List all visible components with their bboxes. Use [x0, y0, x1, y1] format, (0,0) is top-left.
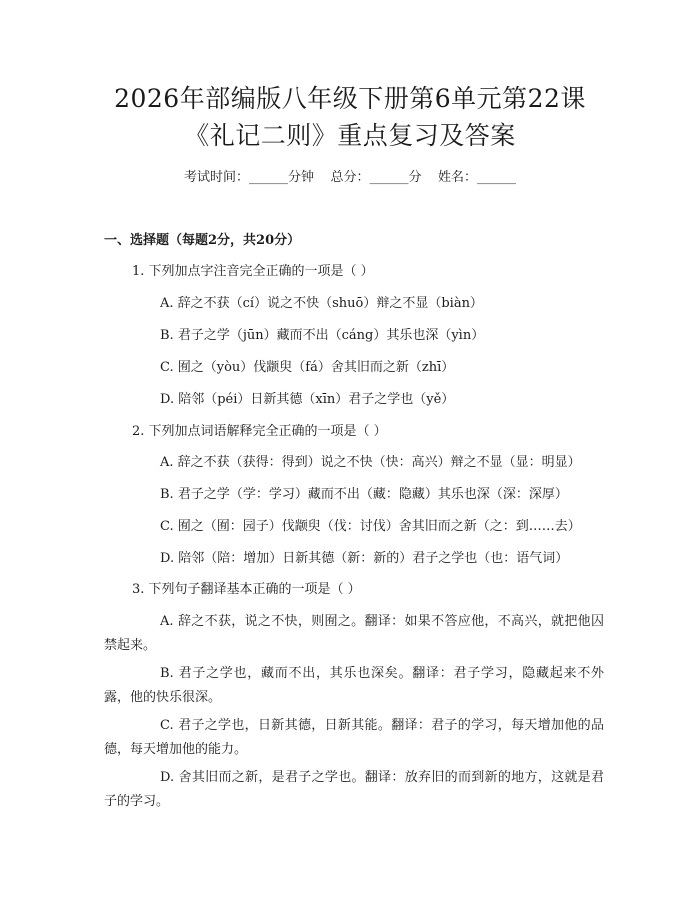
document-title-line1: 2026年部编版八年级下册第6单元第22课	[114, 84, 586, 113]
question-2-stem: 2. 下列加点词语解释完全正确的一项是（ ）	[132, 424, 387, 439]
question-3-option-b: B. 君子之学也，藏而不出，其乐也深矣。翻译：君子学习，隐藏起来不外露，他的快乐很深。	[104, 666, 604, 705]
question-3-stem: 3. 下列句子翻译基本正确的一项是（ ）	[132, 582, 361, 597]
question-3-option-d: D. 舍其旧而之新，是君子之学也。翻译：放弃旧的而到新的地方，这就是君子的学习。	[104, 770, 604, 809]
section-heading: 一、选择题（每题2分，共20分）	[104, 233, 301, 248]
exam-info: 考试时间：______分钟 总分：______分 姓名：______	[183, 170, 517, 185]
question-3-option-a: A. 辞之不获，说之不快，则囿之。翻译：如果不答应他，不高兴，就把他囚禁起来。	[104, 614, 604, 653]
document-title-line2: 《礼记二则》重点复习及答案	[184, 121, 516, 150]
question-2-option-d: D. 陪邻（陪：增加）日新其德（新：新的）君子之学也（也：语气词）	[160, 551, 569, 566]
question-1-option-a: A. 辞之不获（cí）说之不快（shuō）辩之不显（biàn）	[160, 296, 483, 311]
question-1-option-c: C. 囿之（yòu）伐颛臾（fá）舍其旧而之新（zhī）	[160, 360, 455, 375]
question-2-option-c: C. 囿之（囿：园子）伐颛臾（伐：讨伐）舍其旧而之新（之：到……去）	[160, 519, 581, 534]
question-2-option-b: B. 君子之学（学：学习）藏而不出（藏：隐藏）其乐也深（深：深厚）	[160, 487, 568, 502]
question-1-option-b: B. 君子之学（jūn）藏而不出（cáng）其乐也深（yìn）	[160, 328, 485, 343]
question-1-option-d: D. 陪邻（péi）日新其德（xīn）君子之学也（yě）	[160, 392, 455, 407]
question-1-stem: 1. 下列加点字注音完全正确的一项是（ ）	[132, 264, 374, 279]
question-3-option-c: C. 君子之学也，日新其德，日新其能。翻译：君子的学习，每天增加他的品德，每天增加他的能力。	[104, 718, 604, 757]
question-2-option-a: A. 辞之不获（获得：得到）说之不快（快：高兴）辩之不显（显：明显）	[160, 455, 581, 470]
